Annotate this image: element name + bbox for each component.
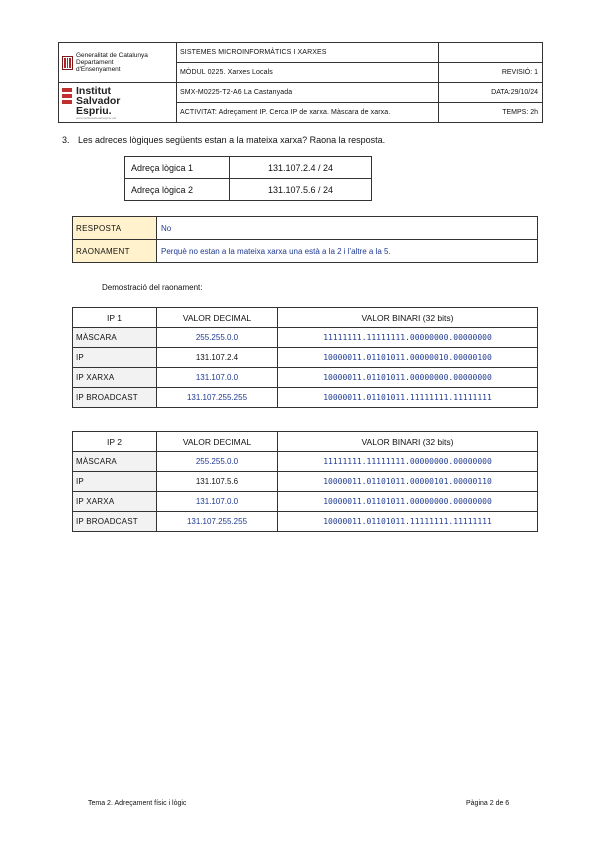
header-time: TEMPS: 2h — [439, 103, 543, 123]
header-module: MÒDUL 0225. Xarxes Locals — [177, 63, 439, 83]
row-label: MÀSCARA — [73, 452, 157, 472]
binary-value: 11111111.11111111.00000000.00000000 — [278, 328, 538, 348]
question-text: Les adreces lògiques següents estan a la mateixa xarxa? Raona la resposta. — [78, 135, 386, 145]
decimal-value: 131.107.255.255 — [157, 388, 278, 408]
decimal-value: 131.107.0.0 — [157, 368, 278, 388]
table-row — [73, 368, 538, 388]
row-label: MÀSCARA — [73, 328, 157, 348]
department-name: Departament — [76, 59, 114, 66]
question-number: 3. — [62, 135, 70, 145]
header-date: DATA:29/10/24 — [439, 83, 543, 103]
binary-value: 10000011.01101011.00000101.00000110 — [278, 472, 538, 492]
binary-value: 10000011.01101011.11111111.11111111 — [278, 512, 538, 532]
col-header: VALOR BINARI (32 bits) — [278, 308, 538, 328]
senyera-icon — [62, 56, 73, 70]
ip1-table — [72, 307, 538, 408]
generalitat-name: Generalitat de Catalunya — [76, 52, 148, 59]
row-label: IP — [73, 472, 157, 492]
table-row — [125, 157, 372, 179]
col-header: IP 2 — [73, 432, 157, 452]
table-row — [73, 512, 538, 532]
question — [62, 135, 385, 145]
binary-value: 10000011.01101011.11111111.11111111 — [278, 388, 538, 408]
header-activity-code: SMX-M0225-T2-A6 La Castanyada — [177, 83, 439, 103]
reason-value: Perquè no estan a la mateixa xarxa una està a la 2 i l'altre a la 5. — [157, 240, 538, 263]
binary-value: 10000011.01101011.00000010.00000100 — [278, 348, 538, 368]
binary-value: 11111111.11111111.00000000.00000000 — [278, 452, 538, 472]
header-course-right — [439, 43, 543, 63]
demo-label: Demostració del raonament: — [102, 283, 203, 292]
table-row — [125, 179, 372, 201]
col-header: VALOR BINARI (32 bits) — [278, 432, 538, 452]
row-label: IP — [73, 348, 157, 368]
answer-value: No — [157, 217, 538, 240]
table-header-row — [73, 308, 538, 328]
table-row — [73, 472, 538, 492]
footer-topic: Tema 2. Adreçament físic i lògic — [88, 800, 187, 807]
reason-label: RAONAMENT — [73, 240, 157, 263]
table-row — [73, 348, 538, 368]
table-row — [73, 452, 538, 472]
row-label: IP BROADCAST — [73, 512, 157, 532]
address-value: 131.107.5.6 / 24 — [230, 179, 372, 201]
binary-value: 10000011.01101011.00000000.00000000 — [278, 368, 538, 388]
decimal-value: 131.107.0.0 — [157, 492, 278, 512]
address-value: 131.107.2.4 / 24 — [230, 157, 372, 179]
institut-name-1: Institut — [76, 84, 111, 97]
address-label: Adreça lògica 2 — [125, 179, 230, 201]
generalitat-logo — [59, 43, 177, 83]
table-header-row — [73, 432, 538, 452]
table-row — [73, 388, 538, 408]
institut-mark-icon — [62, 88, 72, 104]
col-header: VALOR DECIMAL — [157, 308, 278, 328]
response-table — [72, 216, 538, 263]
institut-url: www.institutsalvadorespriu.cat — [76, 115, 117, 120]
department-sub: d'Ensenyament — [76, 66, 121, 73]
col-header: IP 1 — [73, 308, 157, 328]
institut-name-2: Salvador — [76, 94, 121, 107]
row-label: IP XARXA — [73, 368, 157, 388]
decimal-value: 255.255.0.0 — [157, 328, 278, 348]
decimal-value: 131.107.2.4 — [157, 348, 278, 368]
address-label: Adreça lògica 1 — [125, 157, 230, 179]
table-row — [73, 492, 538, 512]
institut-logo — [59, 83, 177, 123]
col-header: VALOR DECIMAL — [157, 432, 278, 452]
table-row — [73, 240, 538, 263]
document-header — [58, 42, 543, 123]
row-label: IP BROADCAST — [73, 388, 157, 408]
row-label: IP XARXA — [73, 492, 157, 512]
table-row — [73, 217, 538, 240]
institut-name-3: Espriu. — [76, 104, 112, 117]
answer-label: RESPOSTA — [73, 217, 157, 240]
header-revision: REVISIÓ: 1 — [439, 63, 543, 83]
decimal-value: 131.107.5.6 — [157, 472, 278, 492]
header-activity: ACTIVITAT: Adreçament IP. Cerca IP de xarxa. Màscara de xarxa. — [177, 103, 439, 123]
table-row — [73, 328, 538, 348]
footer-page-number: Pàgina 2 de 6 — [466, 800, 510, 807]
address-table — [124, 156, 372, 201]
binary-value: 10000011.01101011.00000000.00000000 — [278, 492, 538, 512]
decimal-value: 255.255.0.0 — [157, 452, 278, 472]
ip2-table — [72, 431, 538, 532]
header-course: SISTEMES MICROINFORMÀTICS I XARXES — [177, 43, 439, 63]
decimal-value: 131.107.255.255 — [157, 512, 278, 532]
